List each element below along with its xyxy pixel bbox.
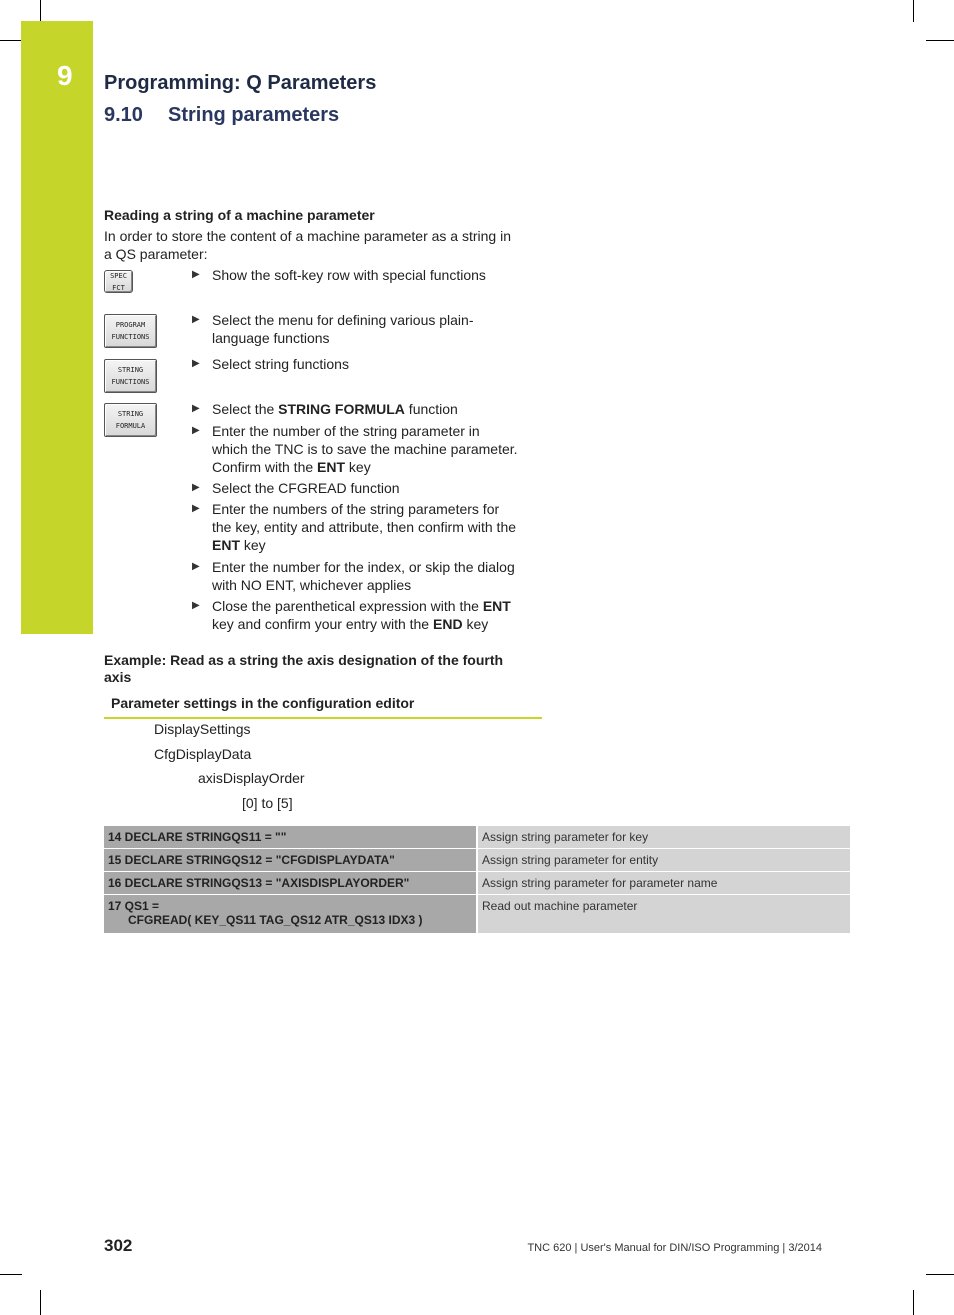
desc-cell: Assign string parameter for parameter name (476, 872, 850, 895)
keyword: ENT (482, 598, 511, 614)
step-item (192, 422, 540, 476)
page-number: 302 (104, 1236, 133, 1255)
heading-line: axis (104, 669, 132, 685)
step-item (192, 311, 540, 347)
step-item (192, 597, 540, 633)
program-functions-softkey[interactable]: PROGRAM FUNCTIONS (104, 314, 157, 348)
heading-line: Example: Read as a string the axis designation of the fourth (104, 652, 504, 668)
triangle-right-icon: ▶ (192, 314, 200, 325)
code-cell: 14 DECLARE STRINGQS11 = "" (104, 826, 476, 849)
triangle-right-icon: ▶ (192, 503, 200, 514)
step-item (192, 500, 540, 554)
code-table (104, 826, 850, 934)
step-line: Confirm with the (212, 459, 318, 475)
subheading: Reading a string of a machine parameter (104, 207, 375, 223)
crop-mark (40, 0, 41, 22)
step-item (192, 558, 540, 594)
step-line: language functions (212, 330, 330, 346)
step-line: key (240, 537, 266, 553)
string-formula-softkey[interactable]: STRING FORMULA (104, 403, 157, 437)
step-text (192, 500, 540, 554)
keyword: END (433, 616, 463, 632)
tree-item: axisDisplayOrder (198, 770, 305, 786)
step-text (192, 558, 540, 594)
intro-paragraph (104, 227, 511, 263)
step-line: with NO ENT, whichever applies (212, 577, 412, 593)
code-line: CFGREAD( KEY_QS11 TAG_QS12 ATR_QS13 IDX3 ) (128, 913, 423, 927)
step-text: Select string functions (212, 356, 349, 372)
step-line: Enter the numbers of the string parameters for (212, 501, 500, 517)
step-line: the key, entity and attribute, then confirm with the (212, 519, 517, 535)
crop-mark (0, 40, 22, 41)
tree-item: [0] to [5] (242, 795, 293, 811)
intro-line: a QS parameter: (104, 246, 208, 262)
code-cell: 16 DECLARE STRINGQS13 = "AXISDISPLAYORDER" (104, 872, 476, 895)
desc-cell: Read out machine parameter (476, 895, 850, 934)
tree-item: DisplaySettings (154, 721, 251, 737)
code-line: 17 QS1 = (108, 899, 160, 913)
triangle-right-icon: ▶ (192, 600, 200, 611)
triangle-right-icon: ▶ (192, 358, 200, 369)
table-row (104, 849, 850, 872)
triangle-right-icon: ▶ (192, 269, 200, 280)
tree-item: CfgDisplayData (154, 746, 252, 762)
keyword: STRING FORMULA (278, 401, 405, 417)
desc-cell: Assign string parameter for entity (476, 849, 850, 872)
section-title (104, 104, 339, 127)
table-row (104, 895, 850, 934)
section-number: 9.10 (104, 104, 143, 126)
section-name: String parameters (168, 104, 340, 126)
step-text (192, 422, 540, 476)
keyword: ENT (317, 459, 346, 475)
crop-mark (926, 40, 954, 41)
footer-text: TNC 620 | User's Manual for DIN/ISO Programming | 3/2014 (527, 1242, 822, 1254)
triangle-right-icon: ▶ (192, 561, 200, 572)
table-row (104, 826, 850, 849)
triangle-right-icon: ▶ (192, 403, 200, 414)
crop-mark (40, 1290, 41, 1315)
string-functions-softkey[interactable]: STRING FUNCTIONS (104, 359, 157, 393)
chapter-tab (21, 21, 93, 634)
crop-mark (0, 1274, 22, 1275)
chapter-title: Programming: Q Parameters (104, 72, 377, 94)
step-line: Close the parenthetical expression with the (212, 598, 483, 614)
step-line: function (404, 401, 458, 417)
step-text (192, 311, 540, 347)
step-line: key and confirm your entry with the (212, 616, 433, 632)
code-cell (104, 895, 476, 934)
step-text: Select the CFGREAD function (212, 480, 400, 496)
step-text: Show the soft-key row with special functions (212, 267, 486, 283)
step-text (192, 400, 540, 418)
header-text: Parameter settings in the configuration editor (111, 695, 415, 711)
keyword: ENT (212, 537, 240, 553)
triangle-right-icon: ▶ (192, 482, 200, 493)
intro-line: In order to store the content of a machine parameter as a string in (104, 228, 511, 244)
step-line: Enter the number for the index, or skip the dialog (212, 559, 515, 575)
code-cell: 15 DECLARE STRINGQS12 = "CFGDISPLAYDATA" (104, 849, 476, 872)
crop-mark (926, 1274, 954, 1275)
step-line: Select the menu for defining various plain- (212, 312, 474, 328)
triangle-right-icon: ▶ (192, 425, 200, 436)
table-row (104, 872, 850, 895)
crop-mark (913, 0, 914, 22)
step-line: key (345, 459, 371, 475)
param-settings-header (104, 695, 542, 719)
step-item (192, 479, 540, 497)
step-item (192, 266, 540, 284)
step-line: key (462, 616, 489, 632)
step-line: which the TNC is to save the machine parameter. (212, 441, 518, 457)
step-item (192, 400, 540, 418)
step-line: Select the (212, 401, 279, 417)
spec-fct-softkey[interactable]: SPEC FCT (104, 270, 133, 293)
example-heading (104, 652, 544, 686)
desc-cell: Assign string parameter for key (476, 826, 850, 849)
chapter-number: 9 (57, 60, 73, 91)
step-line: Enter the number of the string parameter in (212, 423, 480, 439)
crop-mark (913, 1290, 914, 1315)
step-text (192, 597, 540, 633)
step-item (192, 355, 540, 373)
